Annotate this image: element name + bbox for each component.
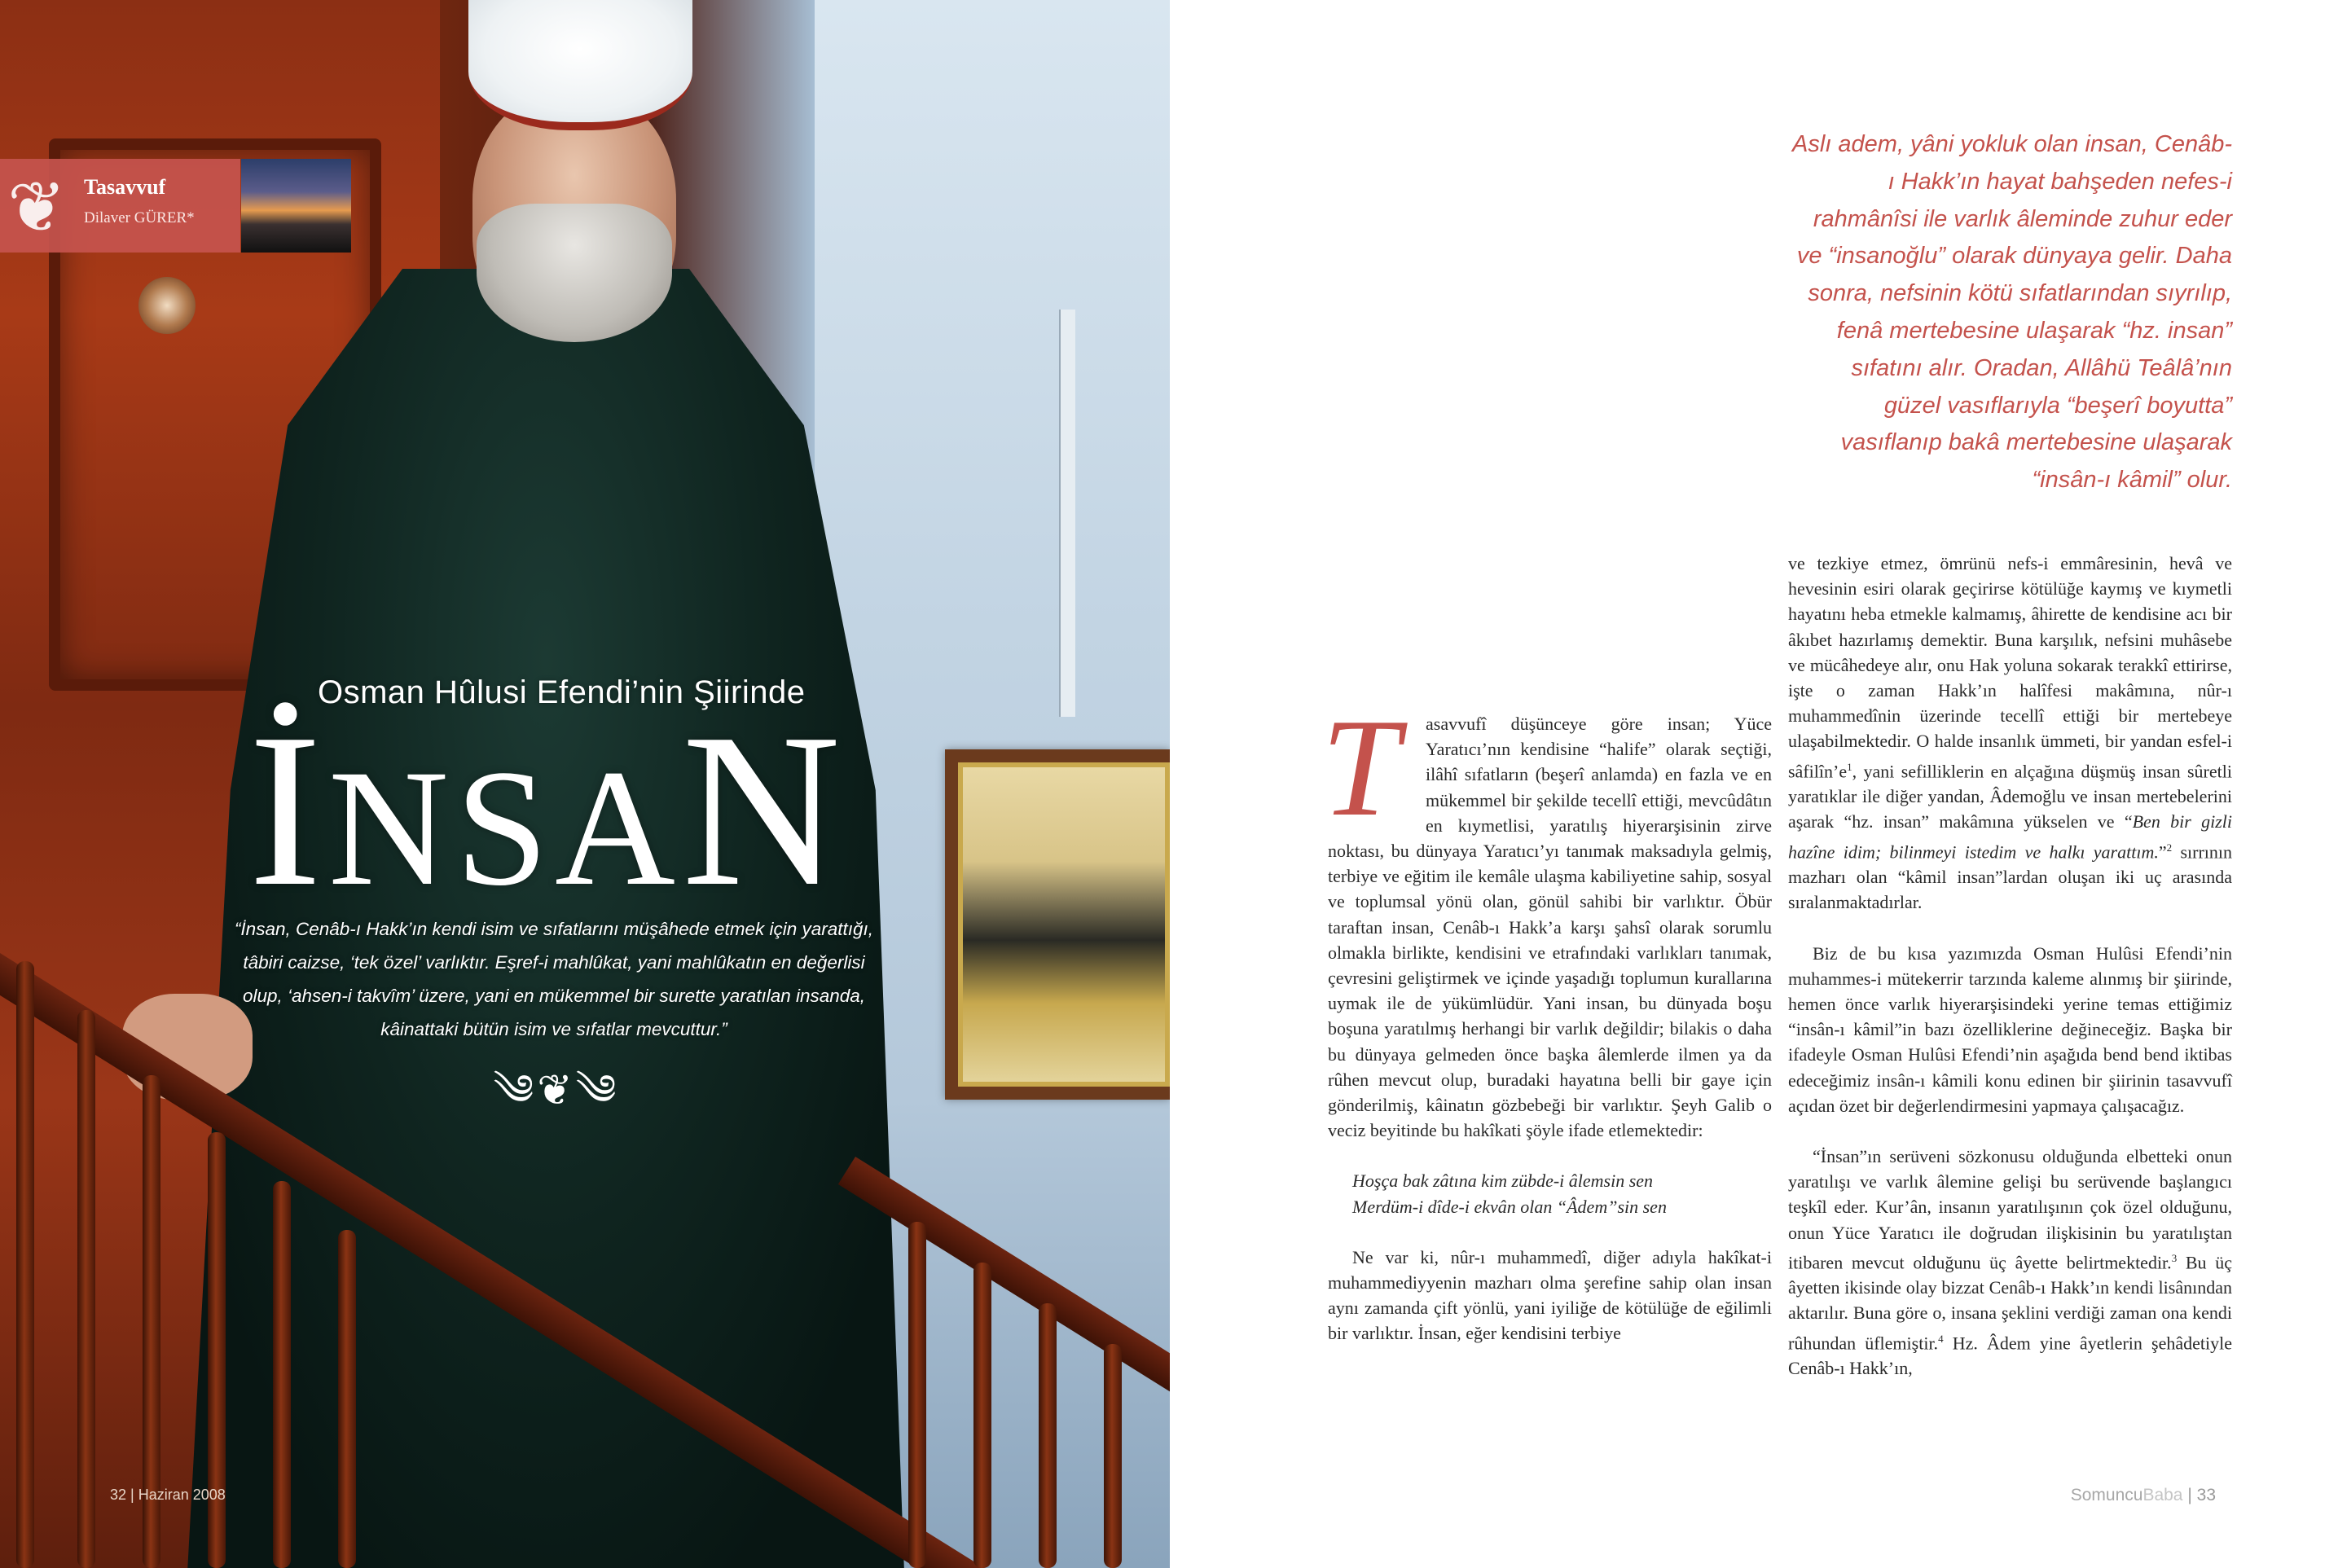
body-column-2 — [1788, 551, 2232, 1381]
footnote-ref: 4 — [1938, 1332, 1944, 1345]
body-paragraph — [1788, 551, 2232, 916]
stair-baluster — [908, 1222, 926, 1568]
page-number: 32 — [110, 1487, 127, 1503]
portrait-beard — [477, 204, 672, 342]
stair-baluster — [273, 1181, 291, 1568]
swirl-ornament-icon: ❦ — [7, 169, 67, 247]
body-paragraph: Biz de bu kısa yazımızda Osman Hulûsi Efendi’nin muhammes-i mütekerrir tarzında kaleme alınmış bir şiirinde, hemen önce varlık hiyerarşisindeki yerine temas ettiğimiz “insân-ı kâmil”in bazı özelliklerine değineceğiz. Başka bir ifadeyle Osman Hulûsi Efendi’nin aşağıda bend bend iktibas edeceğimiz insân-ı kâmili konu edinen bir şiirinin tasavvufî açıdan özet bir değerlendirmesini yapmaya çalışacağız. — [1788, 942, 2232, 1116]
portrait-turban — [468, 0, 692, 130]
section-badge — [0, 159, 240, 253]
paragraph-text: , yani sefilliklerin en alçağına düşmüş insan sûretli yaratıklar ile diğer yandan, Âdemoğlu ve insan mertebelerini aşarak “hz. insan” makâmına yükselen ve “ — [1788, 760, 2232, 832]
title-letter: S — [455, 736, 555, 920]
paragraph-text: Hz. Âdem yine âyetlerin şehâdetiyle Cenâb-ı Hakk’ın, — [1788, 1333, 2232, 1379]
wall-pipe — [1059, 310, 1075, 717]
footnote-ref: 1 — [1847, 760, 1852, 773]
sunset-thumbnail — [241, 159, 351, 253]
stair-baluster — [77, 1010, 95, 1568]
stair-baluster — [1039, 1303, 1057, 1568]
stair-baluster — [973, 1263, 991, 1568]
paragraph-text: ve tezkiye etmez, ömrünü nefs-i emmâresinin, hevâ ve hevesinin esiri olarak geçirirse kötülüğe kaymış ve kıymetli hayatını heba etmekle kalmamış, âhirette de kendisine acı bir âkıbet hazırlamış demektir. Buna karşılık, nefsini muhâsebe ve mücâhedeye alır, onu Hak yoluna sokarak terakkî ettirirse, işte o zaman Hakk’ın halîfesi makâmına, nûr-ı muhammedînin üzerinde tecellî ettiği bir mertebeye ulaşabilmektedir. O halde insanlık ümmeti, bir yandan esfel-i sâfilîn’e — [1788, 553, 2232, 781]
folio-separator: | — [130, 1487, 134, 1503]
paragraph-text: Bu üç âyetten ikisinde olay bizzat Cenâb-ı Hakk’ın kendi lisânından aktarılır. Buna göre o, insana şeklini verdiği zaman ona kendi rûhundan üflemiştir. — [1788, 1252, 2232, 1353]
verse-quote — [1352, 1168, 1772, 1219]
page-number: 33 — [2196, 1486, 2216, 1504]
folio-separator: | — [2187, 1486, 2192, 1504]
left-folio — [110, 1487, 226, 1504]
pull-quote: Aslı adem, yâni yokluk olan insan, Cenâb-ı Hakk’ın hayat bahşeden nefes-i rahmânîsi ile varlık âleminde zuhur eder ve “insanoğlu” olarak dünyaya gelir. Daha sonra, nefsinin kötü sıfatlarından sıyrılıp, fenâ mertebesine ulaşarak “hz. insan” sıfatını alır. Oradan, Allâhü Teâlâ’nın güzel vasıflarıyla “beşerî boyutta” vasıflanıp bakâ mertebesine ulaşarak “insân-ı kâmil” olur. — [1792, 131, 2233, 494]
verse-line: Hoşça bak zâtına kim zübde-i âlemsin sen — [1352, 1171, 1654, 1192]
body-paragraph: Ne var ki, nûr-ı muhammedî, diğer adıyla hakîkat-i muhammediyyenin mazharı olma şerefine sahip olan insan aynı zamanda çift yönlü, yani iyiliğe de kötülüğe de eğilimli bir varlıktır. İnsan, eğer kendisini terbiye — [1328, 1246, 1772, 1344]
stair-baluster — [1104, 1344, 1122, 1568]
article-subtitle: Osman Hûlusi Efendi’nin Şiirinde — [318, 674, 806, 710]
stair-baluster — [338, 1230, 356, 1568]
title-letter: N — [682, 688, 848, 932]
paragraph-text: “İnsan”ın serüveni sözkonusu olduğunda elbetteki onun yaratılışı ve varlık âlemine gelişi bu serüvende başlangıcı teşkîl eder. Kur’ân, insanın yaratılışının çok özel olduğunu, onun Yüce Yaratıcı ile doğrudan ilişkisinin bu yaratılıştan itibaren mevcut olduğunu üç âyette belirtmektedir. — [1788, 1145, 2232, 1273]
title-letter: İ — [248, 688, 328, 932]
body-column-1 — [1321, 691, 1772, 1346]
paragraph-text: asavvufî düşünceye göre insan; Yüce Yaratıcı’nın kendisine “halife” olarak seçtiği, ilâhî sıfatların (beşerî anlamda) en fazla ve en mükemmel bir şekilde tecellî ettiği, mevcûdâtın en kıymetlisi, yaratılış hiyerarşisinin zirve noktası, bu dünyaya Yaratıcı’yı tanımak maksadıyla gelmiş, terbiye ve eğitim ile kemâle ulaşma kabiliyetine sahip, sosyal ve toplumsal yönü olan, gönül sahibi bir varlıktır. Öbür taraftan insan, Cenâb-ı Hakk’a karşı şahsî olarak sorumlu olmakla birlikte, kendisini ve etrafındaki varlıkları tanımak, çevresini geliştirmek ve içinde yaşadığı toplumun kurallarına uymak ile de yükümlüdür. Yani insan, bu dünyada boşu boşuna yaratılmış herhangi bir varlık değildir; bilakis o daha bu dünyaya gelmeden önce başka âlemlerde ilmen ya da rûhen mevcut olup, buradaki hayatına belli bir gaye için gönderilmiş, kâinatın gözbebeği bir varlıktır. Şeyh Galib o veciz beyitinde bu hakîkati şöyle ifade etlemektedir: — [1328, 714, 1772, 1141]
paragraph-text: ” — [2158, 841, 2167, 862]
body-paragraph — [1321, 691, 1772, 1143]
right-folio — [2071, 1486, 2216, 1505]
framed-kaaba-picture — [945, 749, 1170, 1100]
issue-date: Haziran 2008 — [138, 1487, 226, 1503]
drop-cap: T — [1321, 691, 1400, 845]
footnote-ref: 2 — [2166, 841, 2173, 854]
section-author: Dilaver GÜRER* — [84, 209, 195, 226]
paragraph-text: sırrının mazharı olan “kâmil insan”lardan oluşan iki uç arasında sıralanmaktadırlar. — [1788, 841, 2232, 913]
footnote-ref: 3 — [2171, 1251, 2178, 1264]
flourish-ornament-icon: ༄❦༄ — [493, 1068, 620, 1114]
verse-line: Merdüm-i dîde-i ekvân olan “Âdem”sin sen — [1352, 1196, 1667, 1217]
lead-quote: “İnsan, Cenâb-ı Hakk’ın kendi isim ve sıfatlarını müşâhede etmek için yarattığı, tâbiri caizse, ‘tek özel’ varlıktır. Eşref-i mahlûkat, yani mahlûkatın en değerlisi olup, ‘ahsen-i takvîm’ üzere, yani en mükemmel bir surette yaratılan insanda, kâinattaki bütün isim ve sıfatlar mevcuttur.” — [234, 919, 874, 1039]
framed-picture-canvas — [958, 762, 1170, 1087]
magazine-name-suffix: Baba — [2142, 1486, 2183, 1504]
magazine-name: Somuncu — [2070, 1486, 2143, 1504]
door-knob — [138, 277, 196, 334]
section-title: Tasavvuf — [84, 175, 166, 199]
body-paragraph — [1788, 1144, 2232, 1381]
title-letter: N — [327, 736, 455, 920]
stair-baluster — [16, 961, 34, 1568]
hadith-quote: Ben bir gizli hazîne idim; bilinmeyi istedim ve halkı yarattım. — [1788, 811, 2232, 862]
title-letter: A — [554, 736, 683, 920]
